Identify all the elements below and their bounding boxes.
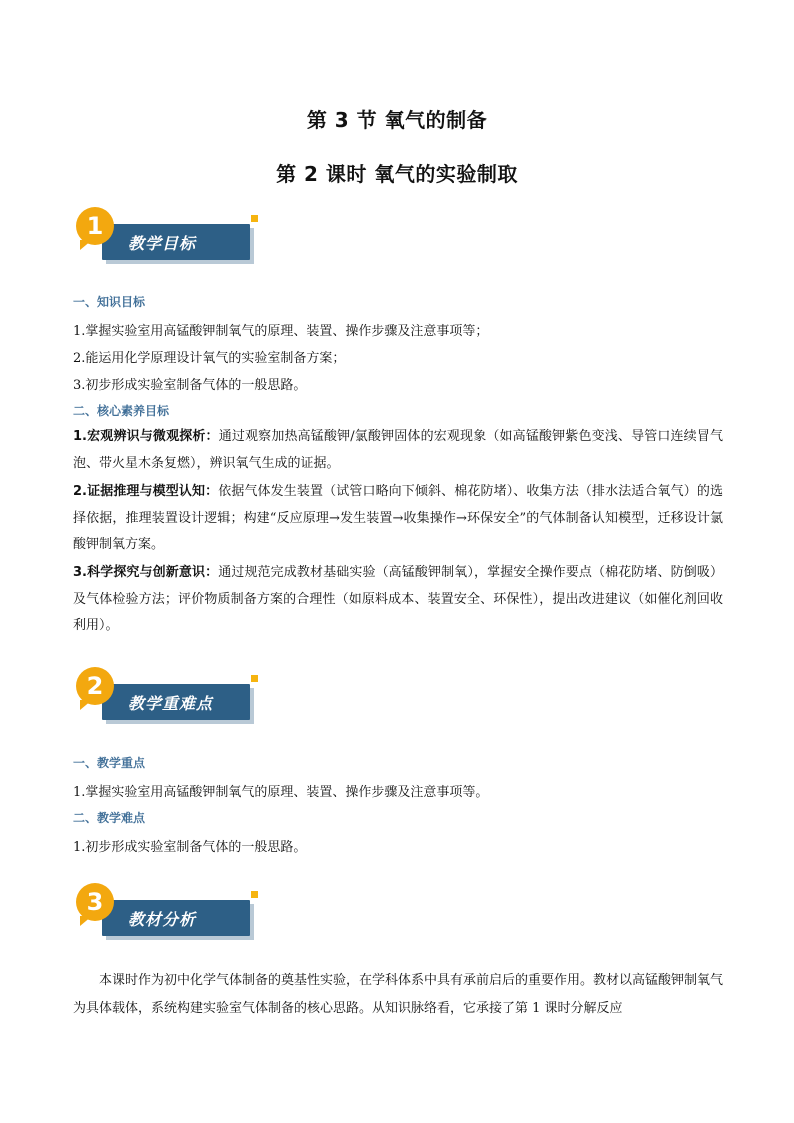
core-item (73, 560, 723, 640)
badge-number: 1 (76, 207, 114, 245)
lesson-title: 第 2 课时 氧气的实验制取 (276, 162, 518, 186)
knowledge-item: 3.初步形成实验室制备气体的一般思路。 (73, 378, 307, 393)
core-item-lead: 1.宏观辨识与微观探析： (73, 429, 219, 444)
core-item-text: 通过观察加热高锰酸钾/氯酸钾固体的宏观现象（如高锰酸钾紫色变浅、导管口连续冒气泡、带火星木条复燃），辨识氧气生成的证据。 (73, 429, 723, 471)
badge-number: 3 (76, 883, 114, 921)
core-item-text: 通过规范完成教材基础实验（高锰酸钾制氧），掌握安全操作要点（棉花防堵、防倒吸）及气体检验方法；评价物质制备方案的合理性（如原料成本、装置安全、环保性），提出改进建议（如催化剂回收利用）。 (73, 565, 723, 633)
badge-accent-square (251, 675, 258, 682)
badge-accent-square (251, 215, 258, 222)
badge-label: 教学目标 (128, 234, 197, 253)
section-badge-objectives (74, 206, 264, 264)
difficult-point-item: 1.初步形成实验室制备气体的一般思路。 (73, 840, 307, 855)
core-item-lead: 2.证据推理与模型认知： (73, 484, 219, 499)
section-badge-difficulties (74, 666, 264, 724)
key-point-item: 1.掌握实验室用高锰酸钾制氧气的原理、装置、操作步骤及注意事项等。 (73, 785, 489, 800)
section-title: 第 3 节 氧气的制备 (306, 108, 488, 132)
core-item (73, 424, 723, 477)
analysis-paragraph: 本课时作为初中化学气体制备的奠基性实验，在学科体系中具有承前启后的重要作用。教材以高锰酸钾制氧气为具体载体，系统构建实验室气体制备的核心思路。从知识脉络看，它承接了第 1 课时分解反应 (73, 973, 724, 1016)
difficult-points-heading: 二、教学难点 (73, 811, 146, 825)
core-item (73, 479, 723, 559)
badge-label: 教材分析 (128, 910, 197, 929)
badge-accent-square (251, 891, 258, 898)
core-item-text: 依据气体发生装置（试管口略向下倾斜、棉花防堵）、收集方法（排水法适合氧气）的选择依据，推理装置设计逻辑；构建“反应原理→发生装置→收集操作→环保安全”的气体制备认知模型，迁移设计氯酸钾制氧方案。 (73, 484, 723, 552)
badge-label: 教学重难点 (128, 694, 214, 713)
section-badge-analysis (74, 882, 264, 940)
core-item-lead: 3.科学探究与创新意识： (73, 565, 219, 580)
core-heading: 二、核心素养目标 (73, 404, 170, 418)
badge-number: 2 (76, 667, 114, 705)
knowledge-heading: 一、知识目标 (73, 295, 146, 309)
knowledge-item: 2.能运用化学原理设计氧气的实验室制备方案； (73, 351, 346, 366)
knowledge-item: 1.掌握实验室用高锰酸钾制氧气的原理、装置、操作步骤及注意事项等； (73, 324, 489, 339)
key-points-heading: 一、教学重点 (73, 756, 146, 770)
